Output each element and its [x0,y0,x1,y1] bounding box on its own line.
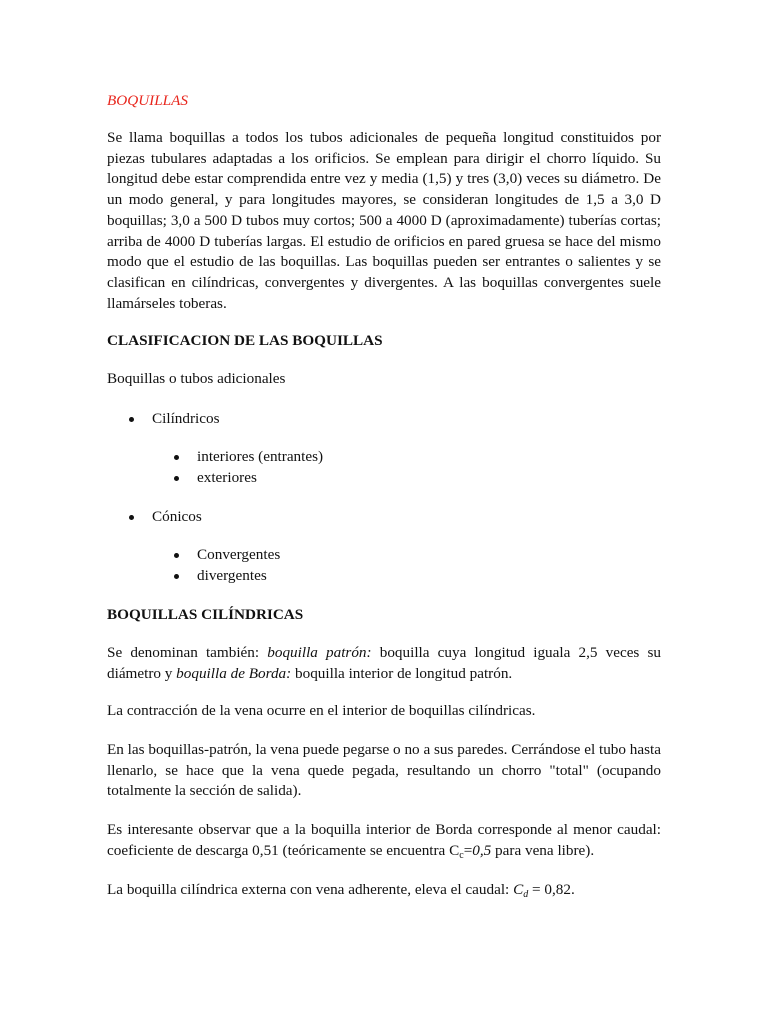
text-run: boquilla cuya longitud iguala 2,5 veces su [371,644,661,661]
intro-line: llamárseles toberas. [107,294,227,312]
intro-line: Se llama boquillas a todos los tubos adicionales de pequeña longitud constituidos por [107,129,661,146]
intro-line: boquillas; 3,0 a 500 D tubos muy cortos; 500 a 4000 D (aproximadamente) tuberías cortas; [107,211,661,229]
intro-line: piezas tubulares adaptadas a los orificios. Se emplean para dirigir el chorro líquido. Su [107,149,661,167]
intro-line: modo que el estudio de las boquillas. Las boquillas pueden ser entrantes o salientes y se [107,253,661,271]
text-run: La boquilla cilíndrica externa con vena adherente, eleva el caudal: [107,881,514,898]
cylindrical-paragraph-3 [107,740,661,802]
subscript-c: c [459,849,464,861]
document-title: BOQUILLAS [107,92,189,109]
intro-line: un modo general, y para longitudes mayores, se consideran longitudes de 1,5 a 3,0 D [107,191,661,209]
equals-sign: = [463,841,473,859]
paragraph-line [107,643,661,664]
text-run: Se denominan también: [107,644,268,661]
paragraph-line [107,664,661,685]
group1-item: interiores (entrantes) [197,448,324,465]
bullet-dot [174,574,179,579]
group2-label: Cónicos [152,508,202,525]
group1-item: exteriores [197,469,257,486]
bullet-dot [174,553,179,558]
text-run: = 0,82. [528,881,575,898]
text-run: coeficiente de descarga 0,51 (teóricamente se encuentra C [107,841,460,859]
paragraph-line: En las boquillas-patrón, la vena puede pegarse o no a sus paredes. Cerrándose el tubo hasta [107,741,661,758]
group2-item: Convergentes [197,546,281,563]
bullet-dot [129,515,134,520]
text-run: boquilla interior de longitud patrón. [291,664,513,682]
classification-heading: CLASIFICACION DE LAS BOQUILLAS [107,332,383,349]
group1-label: Cilíndricos [152,410,220,427]
paragraph-line [107,880,661,906]
classification-lead: Boquillas o tubos adicionales [107,370,286,387]
intro-paragraph [107,128,661,314]
bullet-dot [129,417,134,422]
cylindrical-paragraph-5 [107,880,661,906]
term-boquilla-borda: boquilla de Borda: [176,664,292,682]
group2-item: divergentes [197,567,267,584]
cylindrical-paragraph-2: La contracción de la vena ocurre en el interior de boquillas cilíndricas. [107,702,536,719]
term-boquilla-patron: boquilla patrón: [267,644,372,661]
symbol-c: C [513,881,524,898]
bullet-dot [174,476,179,481]
subscript-d: d [523,889,529,900]
paragraph-line: totalmente la sección de salida). [107,782,302,800]
intro-line: clasifican en cilíndricas, convergentes y divergentes. A las boquillas convergentes suele [107,273,661,291]
paragraph-line: Es interesante observar que a la boquilla interior de Borda corresponde al menor caudal: [107,821,661,838]
text-run: para vena libre). [491,841,595,859]
intro-line: arriba de 4000 D tuberías largas. El estudio de orificios en pared gruesa se hace del mismo [107,232,661,250]
paragraph-line: llenarlo, se hace que la vena quede pegada, resultando un chorro "total" (ocupando [107,761,661,779]
cylindrical-heading: BOQUILLAS CILÍNDRICAS [107,606,304,623]
cylindrical-paragraph-4 [107,820,661,866]
intro-line: longitud debe estar comprendida entre vez y media (1,5) y tres (3,0) veces su diámetro. De [107,170,661,188]
text-run: diámetro y [107,664,177,682]
bullet-dot [174,455,179,460]
value-cc: 0,5 [472,841,492,859]
paragraph-line [107,841,661,867]
cylindrical-paragraph-1 [107,643,661,684]
